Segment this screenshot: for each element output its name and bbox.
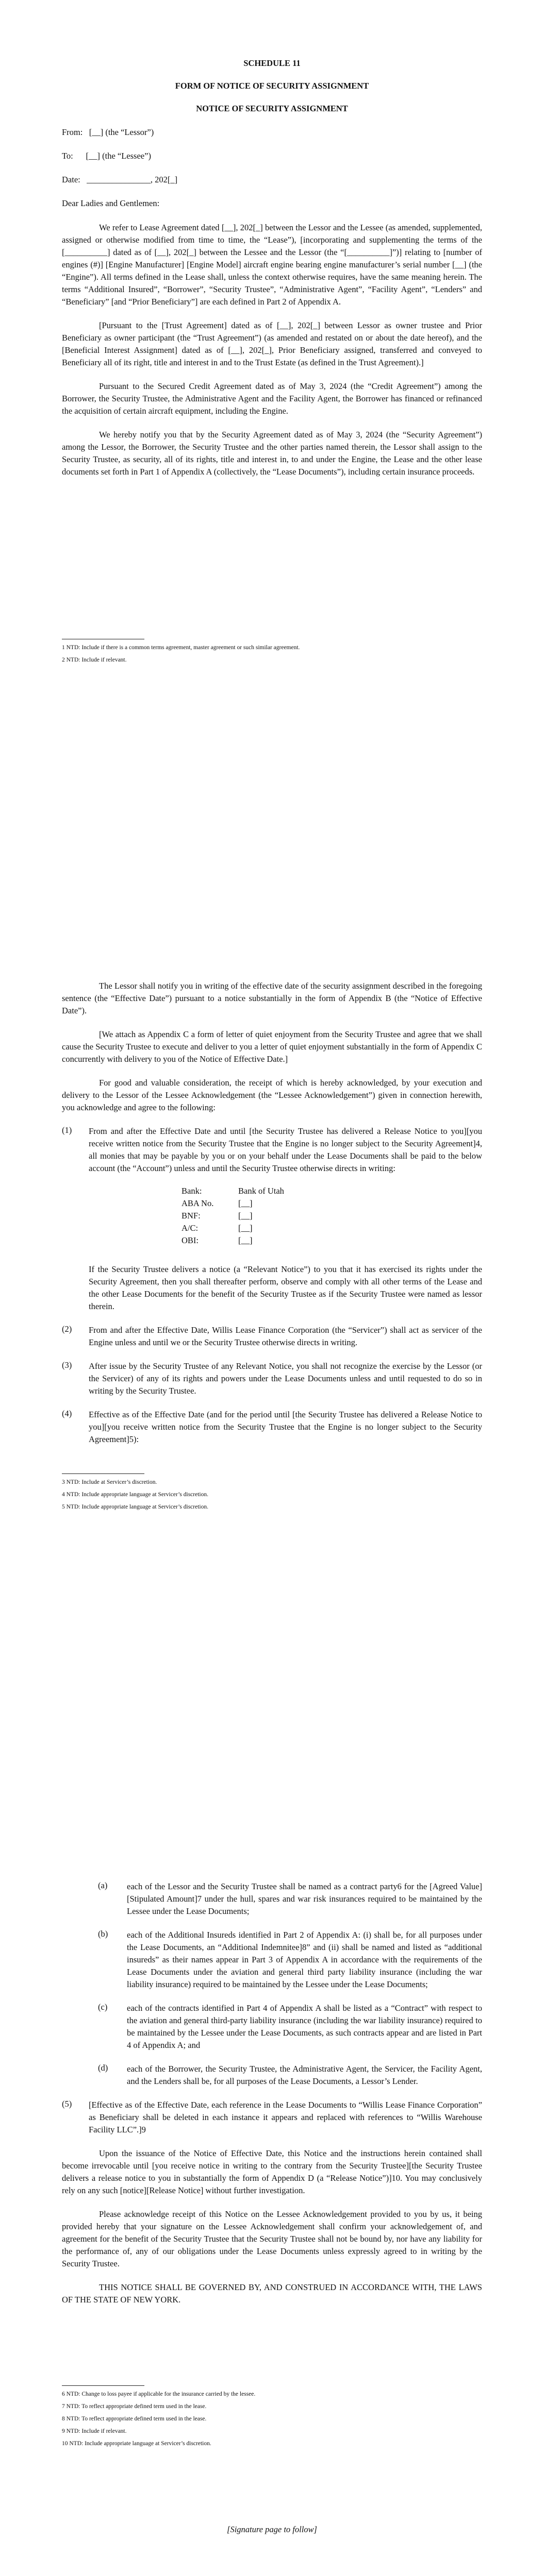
clause-3 <box>62 1360 482 1397</box>
bank-label: Bank: <box>182 1186 202 1196</box>
intro-paragraph-lease: We refer to Lease Agreement dated [__], 202[_] between the Lessor and the Lessee (as amended, supplemented, assigned or otherwise modified from time to time, the “Lease”), [incorporating and supplementing the terms of the [__________] dated as of [__], 202[_] between the Lessee and the Lessor (the “[__________]”)] relating to [number of engines (#)] [Engine Manufacturer] [Engine Model] aircraft engine bearing engine manufacturer’s serial number [__] (the “Engine”). All terms defined in the Lease shall, unless the context otherwise requires, have the same meaning herein. The terms “Additional Insured”, “Borrower”, “Security Trustee”, “Administrative Agent”, “Facility Agent”, “Lenders” and “Beneficiary” [and “Prior Beneficiary”] are each defined in Part 2 of Appendix A. <box>62 223 482 307</box>
clause-1 <box>62 1125 482 1175</box>
paragraph-trust-agreement: [Pursuant to the [Trust Agreement] dated as of [__], 202[_] between Lessor as owner trustee and Prior Beneficiary as owner participant (the “Trust Agreement”) (as amended and restated on or about the date hereof), and the [Beneficial Interest Assignment] dated as of [__], 202[_], Prior Beneficiary assigned, transferred and conveyed to Beneficiary all of its right, title and interest in and to the Trust Estate (as defined in the Trust Agreement).] <box>62 320 482 367</box>
paragraph-acknowledgement: Please acknowledge receipt of this Notice on the Lessee Acknowledgement provided to you by us, it being provided hereby that your signature on the Lessee Acknowledgement shall confirm your acknowledgement of, and agreement for the benefit of the Security Trustee that the Security Trustee shall not be bound by, nor have any liability for the performance of, any of our obligations under the Lease Documents unless expressly agreed to in writing by the Security Trustee. <box>62 2209 482 2268</box>
form-title: FORM OF NOTICE OF SECURITY ASSIGNMENT <box>175 81 369 91</box>
paragraph-effective-date: The Lessor shall notify you in writing of the effective date of the security assignment described in the foregoing sentence (the “Effective Date”) pursuant to a notice substantially in the form of Appendix B (the “Notice of Effective Date”). <box>62 981 482 1015</box>
paragraph-security-agreement: We hereby notify you that by the Security Agreement dated as of May 3, 2024 (the “Security Agreement”) among the Lessor, the Borrower, the Security Trustee and the other parties named therein, the Lessor shall assign to the Security Trustee, as security, all of its rights, title and interest in, to and under the Engine, the Lease and the other lease documents set forth in Part 1 of Appendix A (collectively, the “Lease Documents”), including certain insurance proceeds. <box>62 430 482 477</box>
clause-4a <box>98 1880 482 1918</box>
clause-4d-text: each of the Borrower, the Security Trustee, the Administrative Agent, the Servicer, the Facility Agent, and the Lenders shall be, for all purposes of the Lease Documents, a Lessor’s Lender. <box>127 2064 482 2086</box>
clause-4-number: (4) <box>62 1409 72 1418</box>
footnote-1: 1 NTD: Include if there is a common terms agreement, master agreement or such similar agreement. <box>62 645 300 651</box>
footnote-5: 5 NTD: Include appropriate language at Servicer’s discretion. <box>62 1504 208 1510</box>
clause-2-text: From and after the Effective Date, Willis Lease Finance Corporation (the “Servicer”) shall act as servicer of the Engine unless and until we or the Security Trustee otherwise directs in writing. <box>89 1325 482 1347</box>
clause-1-number: (1) <box>62 1125 72 1135</box>
footnote-9: 9 NTD: Include if relevant. <box>62 2428 127 2434</box>
clause-4 <box>62 1409 482 1446</box>
footnote-divider <box>62 2385 144 2386</box>
footnote-2: 2 NTD: Include if relevant. <box>62 657 127 663</box>
clause-4a-text: each of the Lessor and the Security Trustee shall be named as a contract party6 for the [Agreed Value][Stipulated Amount]7 under the hull, spares and war risk insurances required to be maintained by the Lessee under the Lease Documents; <box>127 1882 482 1916</box>
clause-4c-text: each of the contracts identified in Part 4 of Appendix A shall be listed as a “Contract” with respect to the aviation and general third-party liability insurance (including the war liability insurance) required to be maintained by the Lessee under the Lease Documents, as such contracts appear and are listed in Part 4 of Appendix A; and <box>127 2003 482 2050</box>
clause-4c-letter: (c) <box>98 2002 108 2012</box>
obi-value: [__] <box>238 1235 253 1245</box>
clause-1-continued: If the Security Trustee delivers a notice (a “Relevant Notice”) to you that it has exercised its rights under the Security Agreement, then you shall thereafter perform, observe and comply with all other terms of the Lease and the other Lease Documents for the benefit of the Security Trustee as if the Security Trustee were named as lessor therein. <box>89 1264 482 1311</box>
footnote-7: 7 NTD: To reflect appropriate defined term used in the lease. <box>62 2403 207 2410</box>
clause-4-text: Effective as of the Effective Date (and for the period until [the Security Trustee has delivered a Release Notice to you][you receive written notice from the Security Trustee that the Engine is no longer subject to the Security Agreement]5): <box>89 1410 482 1444</box>
clause-2 <box>62 1324 482 1349</box>
paragraph-irrevocable: Upon the issuance of the Notice of Effective Date, this Notice and the instructions herein contained shall become irrevocable until [you receive notice in writing to the contrary from the Security Trustee][the Security Trustee delivers a release notice to you in substantially the form of Appendix D (a “Release Notice”)]10. You may conclusively rely on any such [notice][Release Notice] without further investigation. <box>62 2148 482 2195</box>
clause-2-number: (2) <box>62 1324 72 1334</box>
clause-4c <box>98 2002 482 2052</box>
date-line: Date: _______________, 202[_] <box>62 175 178 184</box>
aba-value: [__] <box>238 1198 253 1208</box>
governing-law: THIS NOTICE SHALL BE GOVERNED BY, AND CONSTRUED IN ACCORDANCE WITH, THE LAWS OF THE STATE OF NEW YORK. <box>62 2282 482 2304</box>
account-label: A/C: <box>182 1223 199 1233</box>
clause-5-number: (5) <box>62 2099 72 2109</box>
clause-1-text: From and after the Effective Date and until [the Security Trustee has delivered a Release Notice to you][you receive written notice from the Security Trustee that the Engine is no longer subject to the Security Agreement]4, all monies that may be payable by you or on your behalf under the Lease Documents shall be paid to the below account (the “Account”) unless and until the Security Trustee otherwise directs in writing: <box>89 1126 482 1173</box>
from-line: From: [__] (the “Lessor”) <box>62 127 154 137</box>
clause-4d <box>98 2063 482 2088</box>
clause-4a-letter: (a) <box>98 1880 108 1890</box>
clause-3-number: (3) <box>62 1360 72 1370</box>
bank-details <box>62 1186 482 1263</box>
footnote-divider <box>62 1473 144 1474</box>
notice-title: NOTICE OF SECURITY ASSIGNMENT <box>196 104 348 113</box>
footnote-8: 8 NTD: To reflect appropriate defined term used in the lease. <box>62 2416 207 2422</box>
footnote-6: 6 NTD: Change to loss payee if applicable for the insurance carried by the lessee. <box>62 2391 256 2397</box>
obi-label: OBI: <box>182 1235 199 1245</box>
aba-label: ABA No. <box>182 1198 214 1208</box>
clause-3-text: After issue by the Security Trustee of any Relevant Notice, you shall not recognize the exercise by the Lessor (or the Servicer) of any of its rights and powers under the Lease Documents unless and until requested to do so in writing by the Security Trustee. <box>89 1361 482 1396</box>
footnote-3: 3 NTD: Include at Servicer’s discretion. <box>62 1479 157 1485</box>
clause-5-text: [Effective as of the Effective Date, each reference in the Lease Documents to “Willis Lease Finance Corporation” as Beneficiary shall be deleted in each instance it appears and replaced with references to “Willis Warehouse Facility LLC”.]9 <box>89 2100 482 2134</box>
bnf-label: BNF: <box>182 1211 201 1221</box>
to-line: To: [__] (the “Lessee”) <box>62 151 151 161</box>
clause-4b-letter: (b) <box>98 1929 108 1939</box>
clause-4d-letter: (d) <box>98 2063 108 2073</box>
paragraph-credit-agreement: Pursuant to the Secured Credit Agreement dated as of May 3, 2024 (the “Credit Agreement”) among the Borrower, the Security Trustee, the Administrative Agent and the Facility Agent, the Borrower has financed or refinanced the acquisition of certain aircraft equipment, including the Engine. <box>62 381 482 416</box>
paragraph-consideration: For good and valuable consideration, the receipt of which is hereby acknowledged, by your execution and delivery to the Lessor of the Lessee Acknowledgement (the “Lessee Acknowledgement”) given in connection herewith, you acknowledge and agree to the following: <box>62 1078 482 1112</box>
signature-page-note: [Signature page to follow] <box>227 2524 317 2534</box>
clause-4b <box>98 1929 482 1991</box>
paragraph-quiet-enjoyment: [We attach as Appendix C a form of letter of quiet enjoyment from the Security Trustee and agree that we shall cause the Security Trustee to execute and deliver to you a letter of quiet enjoyment substantially in the form of Appendix C concurrently with delivery to you of the Notice of Effective Date.] <box>62 1029 482 1064</box>
schedule-heading: SCHEDULE 11 <box>243 58 301 68</box>
salutation: Dear Ladies and Gentlemen: <box>62 198 160 208</box>
bnf-value: [__] <box>238 1211 253 1221</box>
clause-4b-text: each of the Additional Insureds identified in Part 2 of Appendix A: (i) shall be, for all purposes under the Lease Documents, an “Additional Indemnitee]8” and (ii) shall be named and listed as “additional insureds” as their names appear in Part 3 of Appendix A in accordance with the requirements of the Lease Documents under the aviation and general third party liability insurance (including the war liability insurance) required to be maintained by the Lessee under the Lease Documents; <box>127 1930 482 1989</box>
clause-5 <box>62 2099 482 2136</box>
footnote-10: 10 NTD: Include appropriate language at Servicer’s discretion. <box>62 2441 211 2447</box>
account-value: [__] <box>238 1223 253 1233</box>
footnote-4: 4 NTD: Include appropriate language at Servicer’s discretion. <box>62 1492 208 1498</box>
bank-value: Bank of Utah <box>238 1186 284 1196</box>
